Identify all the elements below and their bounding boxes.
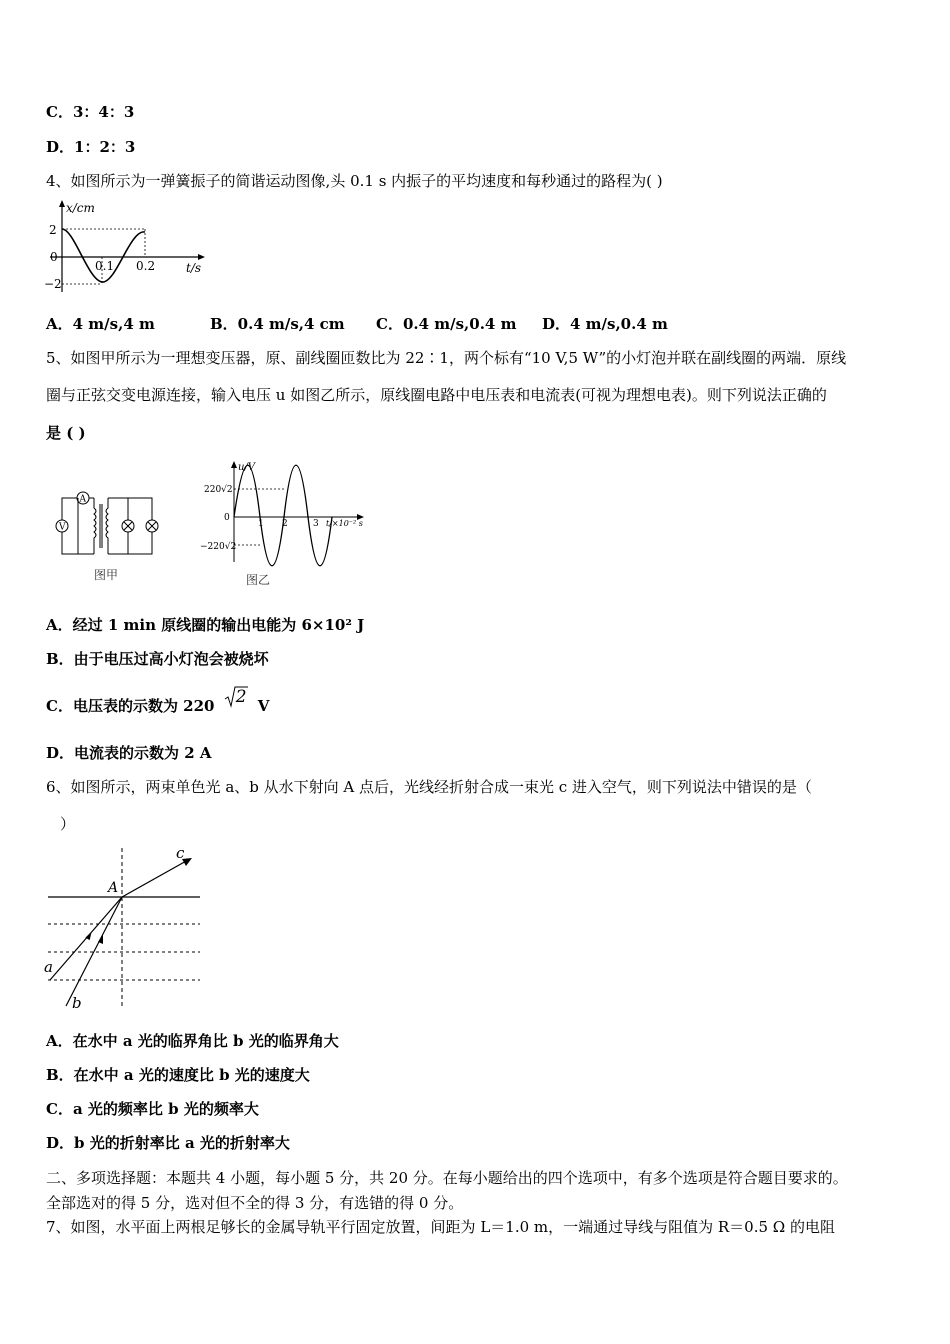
q5-y-tick: −220√2	[200, 542, 237, 552]
svg-text:A: A	[79, 494, 86, 505]
q3-option-c: C．3：4：3	[46, 103, 135, 121]
q5-option-b: B．由于电压过高小灯泡会被烧坏	[46, 650, 269, 668]
svg-text:V: V	[59, 522, 66, 533]
secondary-coil	[106, 498, 108, 554]
q5-y-tick: 220√2	[204, 485, 233, 495]
q5-stem-line3: 是 ( )	[46, 424, 86, 442]
q6-option-a: A．在水中 a 光的临界角比 b 光的临界角大	[46, 1032, 339, 1050]
q5-y-tick: 0	[224, 513, 230, 523]
sqrt-radicand: 2	[235, 687, 247, 707]
q5-x-tick: 2	[282, 519, 288, 529]
q6-option-c: C．a 光的频率比 b 光的频率大	[46, 1100, 259, 1118]
point-a-label: A	[108, 880, 119, 896]
q5-x-tick: 3	[313, 519, 319, 529]
section2-line1: 二、多项选择题：本题共 4 小题，每小题 5 分，共 20 分。在每小题给出的四个选项中，有多个选项是符合题目要求的。	[46, 1169, 848, 1187]
q5-sine-curve	[234, 465, 332, 566]
q4-y-tick: 2	[49, 223, 57, 237]
q3-option-d: D．1：2：3	[46, 138, 136, 156]
q6-stem-line2: ）	[60, 815, 76, 833]
q4-x-tick: 0.1	[95, 259, 115, 273]
q4-option-a: A．4 m/s,4 m	[46, 315, 155, 333]
q5-x-tick: 1	[258, 519, 264, 529]
q6-stem-line1: 6、如图所示，两束单色光 a、b 从水下射向 A 点后，光线经折射合成一束光 c 进入空气，则下列说法中错误的是（	[46, 778, 812, 796]
figure-b-caption: 图乙	[246, 573, 271, 587]
ray-a-label: a	[44, 958, 53, 976]
q4-oscillation-graph	[40, 198, 215, 298]
section2-line2: 全部选对的得 5 分，选对但不全的得 3 分，有选错的得 0 分。	[46, 1194, 464, 1212]
q4-x-tick: 0.2	[136, 259, 156, 273]
q4-option-d: D．4 m/s,0.4 m	[542, 315, 668, 333]
sqrt-icon	[224, 686, 247, 707]
q4-y-tick: 0	[50, 250, 58, 264]
ray-b-label: b	[72, 994, 82, 1012]
q5-option-d: D．电流表的示数为 2 A	[46, 744, 212, 762]
q7-stem: 7、如图，水平面上两根足够长的金属导轨平行固定放置，间距为 L＝1.0 m，一端通过导线与阻值为 R＝0.5 Ω 的电阻	[46, 1218, 836, 1236]
q4-option-b: B．0.4 m/s,4 cm	[210, 315, 345, 333]
ray-c	[122, 860, 188, 897]
q4-x-label: t/s	[186, 261, 202, 275]
ray-c-label: c	[176, 844, 185, 862]
q5-transformer-circuit	[50, 486, 170, 586]
q4-stem: 4、如图所示为一弹簧振子的简谐运动图像,头 0.1 s 内振子的平均速度和每秒通过的路程为( )	[46, 172, 663, 190]
q6-refraction-diagram	[40, 842, 210, 1014]
q4-y-tick: −2	[44, 277, 62, 291]
q5-option-c	[46, 687, 270, 716]
q5-option-c-unit: V	[257, 697, 270, 715]
q5-voltage-graph	[198, 458, 370, 590]
q4-sine-curve	[62, 229, 145, 282]
q6-option-d: D．b 光的折射率比 a 光的折射率大	[46, 1134, 290, 1152]
q5-stem-line1: 5、如图甲所示为一理想变压器，原、副线圈匝数比为 22∶1，两个标有“10 V,5 W”的小灯泡并联在副线圈的两端．原线	[46, 349, 847, 367]
q5-option-c-prefix: C．电压表的示数为 220	[46, 697, 215, 715]
q6-option-b: B．在水中 a 光的速度比 b 光的速度大	[46, 1066, 310, 1084]
q5-option-a: A．经过 1 min 原线圈的输出电能为 6×10² J	[46, 616, 365, 634]
q4-y-label: x/cm	[66, 201, 95, 215]
q5-stem-line2: 圈与正弦交变电源连接，输入电压 u 如图乙所示，原线圈电路中电压表和电流表(可视为理想电表)。则下列说法正确的	[46, 386, 827, 404]
figure-a-caption: 图甲	[94, 568, 119, 582]
q5-y-label: u/V	[238, 462, 256, 473]
q4-option-c: C．0.4 m/s,0.4 m	[376, 315, 517, 333]
primary-coil	[94, 498, 96, 554]
q5-x-label: t/×10⁻² s	[326, 519, 363, 528]
